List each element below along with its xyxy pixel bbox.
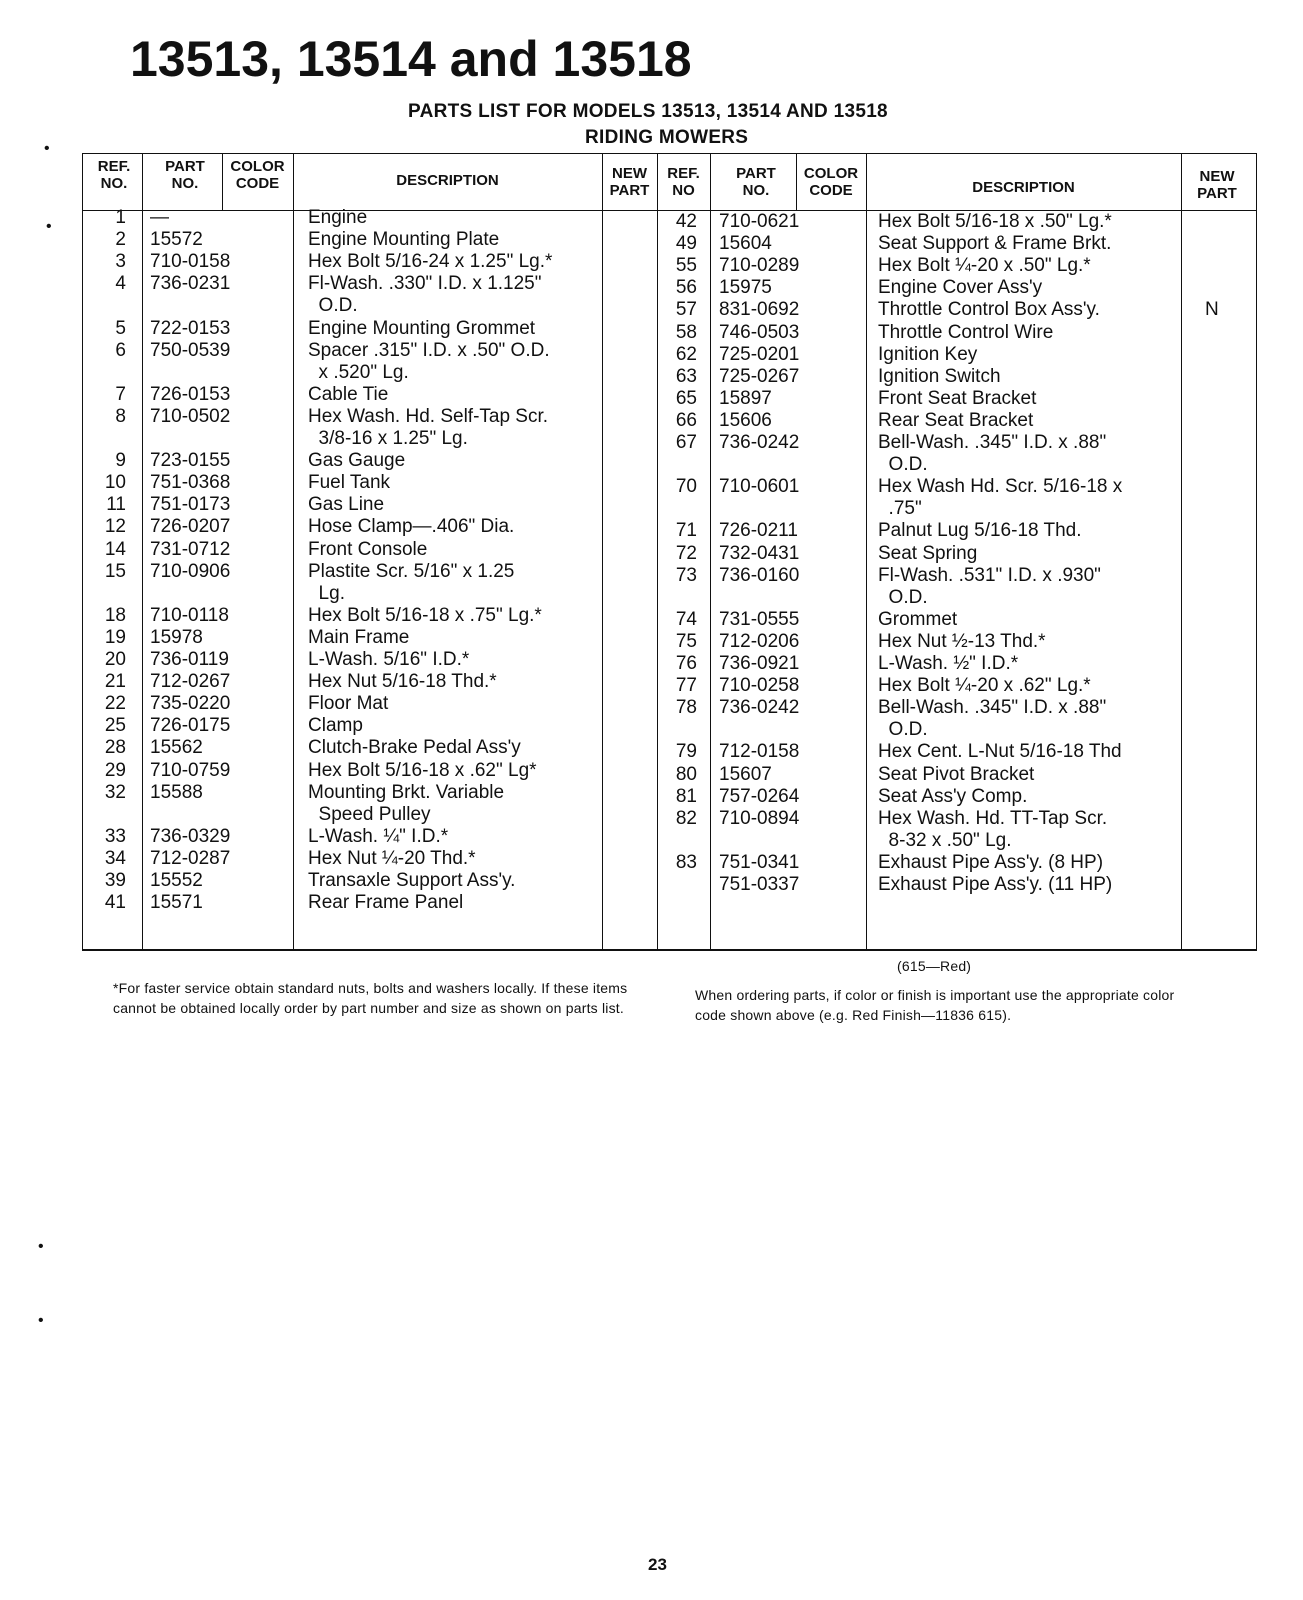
row-part-no: 15562 — [150, 737, 203, 759]
row-description: .75" — [878, 498, 922, 520]
row-description: Seat Pivot Bracket — [878, 763, 1035, 785]
row-part-no: 725-0267 — [719, 365, 800, 387]
row-part-no: 710-0759 — [150, 759, 231, 781]
row-ref-no: 42 — [675, 211, 697, 232]
col-divider — [142, 153, 143, 951]
row-part-no: 15607 — [719, 763, 772, 785]
header-new-part: NEW PART — [609, 165, 650, 199]
row-part-no: 710-0289 — [719, 255, 800, 277]
row-description: Clutch-Brake Pedal Ass'y — [308, 737, 521, 759]
row-ref-no: 11 — [106, 494, 126, 516]
row-part-no: 731-0712 — [150, 538, 231, 560]
row-part-no: 751-0173 — [150, 494, 231, 516]
row-ref-no: 82 — [675, 807, 697, 829]
header-ref-no-right: REF. NO — [667, 165, 700, 199]
parts-list-heading: PARTS LIST FOR MODELS 13513, 13514 AND 13518 — [408, 101, 888, 122]
footnote-left: *For faster service obtain standard nuts, bolts and washers locally. If these items cannot be obtained locally order by part number and size as shown on parts list. — [113, 980, 628, 1016]
row-description: Fl-Wash. .330" I.D. x 1.125" — [308, 273, 542, 295]
row-ref-no: 79 — [675, 741, 697, 763]
header-description-right: DESCRIPTION — [972, 179, 1075, 196]
row-description: O.D. — [878, 719, 928, 741]
row-description: Throttle Control Box Ass'y. — [878, 299, 1100, 321]
row-description: Engine Cover Ass'y — [878, 277, 1043, 299]
row-part-no: 736-0160 — [719, 564, 800, 586]
row-part-no: 736-0119 — [150, 649, 229, 670]
header-ref-no: REF. NO. — [97, 158, 131, 192]
row-description: Ignition Switch — [878, 365, 1001, 387]
scan-mark: • — [44, 140, 50, 157]
row-part-no: 710-0621 — [719, 211, 800, 232]
row-part-no: 726-0175 — [150, 715, 231, 737]
row-description: O.D. — [308, 295, 358, 317]
row-description: Rear Frame Panel — [308, 892, 464, 914]
row-description: Hex Wash. Hd. TT-Tap Scr. — [878, 807, 1108, 829]
row-description: Fuel Tank — [308, 472, 391, 494]
row-description: Ignition Key — [878, 343, 978, 365]
row-part-no: — — [150, 207, 169, 228]
row-ref-no: 20 — [104, 649, 126, 670]
row-ref-no: 74 — [675, 608, 697, 630]
row-new-part: N — [1205, 299, 1219, 321]
row-ref-no: 78 — [675, 697, 697, 719]
row-part-no: 15604 — [719, 233, 772, 255]
header-part-no-right: PART NO. — [736, 165, 776, 199]
row-part-no: 731-0555 — [719, 608, 800, 630]
row-description: Fl-Wash. .531" I.D. x .930" — [878, 564, 1101, 586]
row-part-no: 710-0894 — [719, 807, 800, 829]
row-description: Hex Wash. Hd. Self-Tap Scr. — [308, 405, 549, 427]
header-new-part-right: NEW PART — [1197, 168, 1237, 202]
parts-list-subheading: RIDING MOWERS — [585, 127, 749, 148]
row-description: Floor Mat — [308, 693, 389, 715]
row-ref-no: 62 — [675, 343, 697, 365]
row-description: Engine — [308, 207, 368, 228]
row-part-no: 725-0201 — [719, 343, 800, 365]
row-ref-no: 39 — [104, 870, 126, 891]
row-part-no: 750-0539 — [150, 339, 231, 361]
row-description: 8-32 x .50" Lg. — [878, 829, 1012, 851]
row-ref-no: 41 — [104, 892, 126, 914]
row-description: Exhaust Pipe Ass'y. (11 HP) — [878, 874, 1113, 895]
header-color-code: COLOR CODE — [230, 158, 285, 192]
row-description: Bell-Wash. .345" I.D. x .88" — [878, 697, 1107, 719]
row-description: Hex Wash Hd. Scr. 5/16-18 x — [878, 476, 1123, 498]
row-part-no: 712-0267 — [150, 671, 231, 693]
row-description: Spacer .315" I.D. x .50" O.D. — [308, 339, 550, 361]
row-description: Rear Seat Bracket — [878, 409, 1034, 431]
col-divider — [866, 153, 867, 951]
row-description: x .520" Lg. — [308, 361, 409, 383]
row-part-no: 712-0287 — [150, 847, 231, 869]
row-part-no: 732-0431 — [719, 542, 800, 564]
row-description: Throttle Control Wire — [878, 321, 1054, 343]
row-description: Hose Clamp—.406" Dia. — [308, 516, 515, 538]
row-description: 3/8-16 x 1.25" Lg. — [308, 428, 468, 449]
row-description: L-Wash. ¼" I.D.* — [308, 825, 449, 847]
row-ref-no: 76 — [675, 653, 697, 674]
row-description: Lg. — [308, 582, 345, 604]
row-part-no: 746-0503 — [719, 321, 800, 343]
row-ref-no: 57 — [675, 299, 697, 321]
row-part-no: 751-0341 — [719, 851, 800, 873]
row-description: Clamp — [308, 715, 363, 737]
row-part-no: 15978 — [150, 626, 203, 648]
row-part-no: 736-0242 — [719, 697, 800, 719]
row-ref-no: 6 — [115, 339, 126, 361]
row-description: Mounting Brkt. Variable — [308, 781, 505, 803]
row-ref-no: 8 — [115, 405, 126, 427]
row-part-no: 712-0206 — [719, 630, 800, 652]
row-description: Engine Mounting Grommet — [308, 317, 536, 339]
col-divider — [293, 153, 294, 951]
row-ref-no: 25 — [104, 715, 126, 737]
header-color-code-right: COLOR CODE — [803, 165, 859, 199]
row-description: Hex Cent. L-Nut 5/16-18 Thd — [878, 741, 1122, 763]
row-ref-no: 72 — [675, 542, 697, 564]
row-description: Hex Bolt 5/16-18 x .62" Lg* — [308, 759, 537, 781]
row-description: Front Console — [308, 538, 428, 560]
row-ref-no: 67 — [675, 432, 697, 453]
row-part-no: 736-0329 — [150, 825, 231, 847]
row-ref-no: 3 — [115, 251, 126, 273]
row-ref-no: 65 — [675, 387, 697, 409]
row-description: Hex Bolt 5/16-18 x .75" Lg.* — [308, 604, 542, 626]
row-ref-no: 1 — [115, 207, 126, 228]
row-ref-no: 66 — [675, 409, 697, 431]
row-ref-no: 32 — [104, 781, 126, 803]
row-part-no: 723-0155 — [150, 450, 231, 472]
row-ref-no: 70 — [675, 476, 697, 498]
row-description: L-Wash. 5/16" I.D.* — [308, 649, 470, 670]
row-part-no: 751-0337 — [719, 874, 800, 895]
row-ref-no: 83 — [675, 851, 697, 873]
row-description: Gas Gauge — [308, 450, 406, 472]
row-description: Front Seat Bracket — [878, 387, 1037, 409]
row-part-no: 736-0242 — [719, 432, 800, 453]
row-ref-no: 33 — [104, 825, 126, 847]
row-description: Cable Tie — [308, 383, 389, 405]
row-part-no: 710-0906 — [150, 560, 231, 582]
row-ref-no: 71 — [675, 520, 697, 542]
row-description: L-Wash. ½" I.D.* — [878, 653, 1019, 674]
row-ref-no: 19 — [104, 626, 126, 648]
scan-mark: • — [38, 1238, 44, 1255]
row-ref-no: 22 — [104, 693, 126, 715]
row-ref-no: 9 — [115, 450, 126, 472]
row-part-no: 736-0921 — [719, 653, 800, 674]
row-description: Seat Ass'y Comp. — [878, 785, 1028, 807]
row-part-no: 710-0601 — [719, 476, 800, 498]
row-part-no: 710-0118 — [150, 604, 229, 626]
row-ref-no: 63 — [675, 365, 697, 387]
header-description: DESCRIPTION — [396, 172, 499, 189]
row-part-no: 726-0211 — [719, 520, 798, 542]
row-description: Seat Support & Frame Brkt. — [878, 233, 1112, 255]
row-description: Speed Pulley — [308, 803, 431, 825]
row-part-no: 712-0158 — [719, 741, 800, 763]
row-part-no: 15571 — [150, 892, 203, 914]
row-ref-no: 29 — [104, 759, 126, 781]
row-ref-no: 34 — [104, 847, 126, 869]
row-description: Hex Nut 5/16-18 Thd.* — [308, 671, 497, 693]
row-description: Transaxle Support Ass'y. — [308, 870, 516, 891]
col-divider — [710, 153, 711, 951]
row-ref-no: 18 — [104, 604, 126, 626]
row-ref-no: 77 — [675, 675, 697, 697]
color-legend: (615—Red) — [897, 958, 972, 974]
row-part-no: 736-0231 — [150, 273, 231, 295]
row-description: O.D. — [878, 586, 928, 608]
row-part-no: 757-0264 — [719, 785, 800, 807]
row-description: Engine Mounting Plate — [308, 229, 500, 251]
row-ref-no: 56 — [675, 277, 697, 299]
row-part-no: 735-0220 — [150, 693, 231, 715]
page-number: 23 — [648, 1555, 667, 1574]
row-ref-no: 2 — [115, 229, 126, 251]
row-ref-no: 28 — [104, 737, 126, 759]
row-part-no: 751-0368 — [150, 472, 231, 494]
row-ref-no: 14 — [104, 538, 126, 560]
row-ref-no: 5 — [115, 317, 126, 339]
row-part-no: 15897 — [719, 387, 772, 409]
row-description: Palnut Lug 5/16-18 Thd. — [878, 520, 1082, 542]
row-ref-no: 81 — [675, 785, 697, 807]
row-description: Hex Bolt ¼-20 x .50" Lg.* — [878, 255, 1091, 277]
row-part-no: 710-0502 — [150, 405, 231, 427]
scan-mark: • — [46, 218, 52, 235]
row-description: Hex Nut ½-13 Thd.* — [878, 630, 1046, 652]
row-ref-no: 73 — [675, 564, 697, 586]
page-title: 13513, 13514 and 13518 — [130, 31, 692, 87]
row-description: Grommet — [878, 608, 958, 630]
row-part-no: 15552 — [150, 870, 203, 891]
row-description: Exhaust Pipe Ass'y. (8 HP) — [878, 851, 1104, 873]
row-ref-no: 21 — [104, 671, 126, 693]
row-ref-no: 75 — [675, 630, 697, 652]
row-description: Gas Line — [308, 494, 385, 516]
row-ref-no: 80 — [675, 763, 697, 785]
row-ref-no: 49 — [675, 233, 697, 255]
row-description: Plastite Scr. 5/16" x 1.25 — [308, 560, 515, 582]
row-description: O.D. — [878, 454, 928, 476]
row-ref-no: 4 — [115, 273, 126, 295]
row-description: Main Frame — [308, 626, 410, 648]
row-ref-no: 12 — [104, 516, 126, 538]
row-part-no: 722-0153 — [150, 317, 231, 339]
row-part-no: 831-0692 — [719, 299, 800, 321]
row-part-no: 726-0153 — [150, 383, 231, 405]
row-part-no: 15588 — [150, 781, 203, 803]
row-description: Hex Nut ¼-20 Thd.* — [308, 847, 476, 869]
row-ref-no: 58 — [675, 321, 697, 343]
row-description: Seat Spring — [878, 542, 978, 564]
row-part-no: 15572 — [150, 229, 203, 251]
footnote-right: When ordering parts, if color or finish is important use the appropriate color code shown above (e.g. Red Finish—11836 615). — [695, 987, 1175, 1023]
row-part-no: 710-0258 — [719, 675, 800, 697]
row-part-no: 710-0158 — [150, 251, 231, 273]
row-ref-no: 55 — [675, 255, 697, 277]
row-description: Hex Bolt 5/16-24 x 1.25" Lg.* — [308, 251, 553, 273]
row-part-no: 15606 — [719, 409, 772, 431]
row-ref-no: 7 — [115, 383, 126, 405]
col-divider — [602, 153, 603, 951]
row-description: Bell-Wash. .345" I.D. x .88" — [878, 432, 1107, 453]
row-description: Hex Bolt ¼-20 x .62" Lg.* — [878, 675, 1091, 697]
row-ref-no: 10 — [104, 472, 126, 494]
row-ref-no: 15 — [104, 560, 126, 582]
row-description: Hex Bolt 5/16-18 x .50" Lg.* — [878, 211, 1112, 232]
scan-mark: • — [38, 1312, 44, 1329]
row-part-no: 726-0207 — [150, 516, 231, 538]
col-divider — [1181, 153, 1182, 951]
row-part-no: 15975 — [719, 277, 772, 299]
header-part-no: PART NO. — [165, 158, 205, 192]
